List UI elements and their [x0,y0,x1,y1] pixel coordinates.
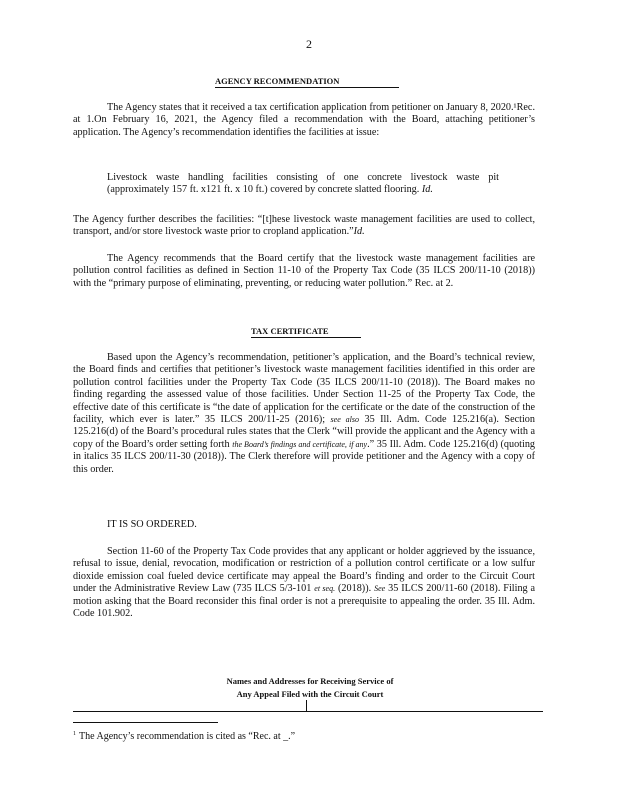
tax-see-also: see also [330,415,360,425]
page-number: 2 [306,37,312,51]
appeal-et-seq: et seq. [314,584,336,594]
agency-paragraph-2-text: The Agency further describes the facilities: “[t]hese livestock waste management facilities are used to collect, transport, and/or store livestock waste prior to cropland application.” [73,214,535,238]
block-quote-facilities [107,172,499,197]
notice-line-2: Any Appeal Filed with the Circuit Court [236,689,384,699]
tax-heading-underline [251,337,361,338]
appeal-see: See [374,584,386,594]
appeal-paragraph-part-b: (2018)). [338,583,372,595]
footnote [73,731,533,742]
it-is-so-ordered: IT IS SO ORDERED. [107,519,197,530]
footnote-separator [73,722,218,723]
agency-recommendation-heading: AGENCY RECOMMENDATION [215,76,340,86]
agency-paragraph-1: The Agency states that it received a tax certification application from petitioner on January 8, 2020.¹Rec. at 1.On February 16, 2021, the Agency filed a recommendation with the Board, attaching petitioner’s application. The Agency’s recommendation identifies the facilities at issue: [73,102,535,138]
appeal-paragraph-part-a: Section 11-60 of the Property Tax Code provides that any applicant or holder aggrieved by the issuance, refusal to issue, denial, revocation, modification or restriction of a pollution control certificate or a low sulfur dioxide emission coal fueled device certificate may appeal the Board’s finding and order to the Circuit Court under the Administrative Review Law (735 ILCS 5/3-101 [73,546,535,595]
tax-paragraph-part-b: 35 Ill. Adm. Code 125.216(a). Section 125.216(d) of the Board’s procedural rules states that the Clerk “will provide the applicant and the Agency with a copy of the Board’s order setting forth [73,414,535,450]
appeal-service-notice [190,675,430,701]
appeal-paragraph [73,546,535,620]
footnote-text: The Agency’s recommendation is cited as “Rec. at _.” [79,731,296,742]
tax-paragraph-part-c: .” 35 Ill. Adm. Code 125.216(d) (quoting in italics 35 ILCS 200/11-30 (2018)). The Clerk therefore will provide petitioner and the Agency with a copy of this order. [73,438,536,475]
block-quote-cite: Id. [421,184,433,196]
appeal-paragraph-part-c: 35 ILCS 200/11-60 (2018). Filing a motion asking that the Board reconsider this final order is not a prerequisite to appealing the order. 35 Ill. Adm. Code 101.902. [73,583,536,620]
agency-heading-underline [215,87,399,88]
notice-line-1: Names and Addresses for Receiving Service of [226,676,394,686]
agency-paragraph-2 [73,214,535,239]
agency-paragraph-2-cite: Id. [353,226,365,238]
tax-italic-quote: the Board’s findings and certificate, if any [232,439,368,449]
block-quote-text: Livestock waste handling facilities consisting of one concrete livestock waste pit (approximately 157 ft. x121 ft. x 10 ft.) covered by concrete slatted flooring. [107,172,499,196]
tax-certificate-heading: TAX CERTIFICATE [251,326,329,336]
agency-paragraph-3: The Agency recommends that the Board certify that the livestock waste management facilities are pollution control facilities as defined in Section 11-10 of the Property Tax Code (35 ILCS 200/11-10 (2018)) with the “primary purpose of eliminating, preventing, or reducing water pollution.” Rec. at 2. [73,253,535,289]
notice-table-rule [73,711,543,712]
tax-paragraph-part-a: Based upon the Agency’s recommendation, petitioner’s application, and the Board’s technical review, the Board finds and certifies that petitioner’s livestock waste management facilities identified in this order are pollution control facilities under the Property Tax Code (35 ILCS 200/11-10 (2018)). The Board makes no finding regarding the assessed value of those facilities. Under Section 11-25 of the Property Tax Code, the effective date of this certificate is “the date of application for the certificate or the date of the construction of the facility, which ever is later.” 35 ILCS 200/11-25 (2016); [73,352,535,426]
tax-certificate-paragraph [73,352,535,476]
footnote-marker: 1 [73,731,76,737]
